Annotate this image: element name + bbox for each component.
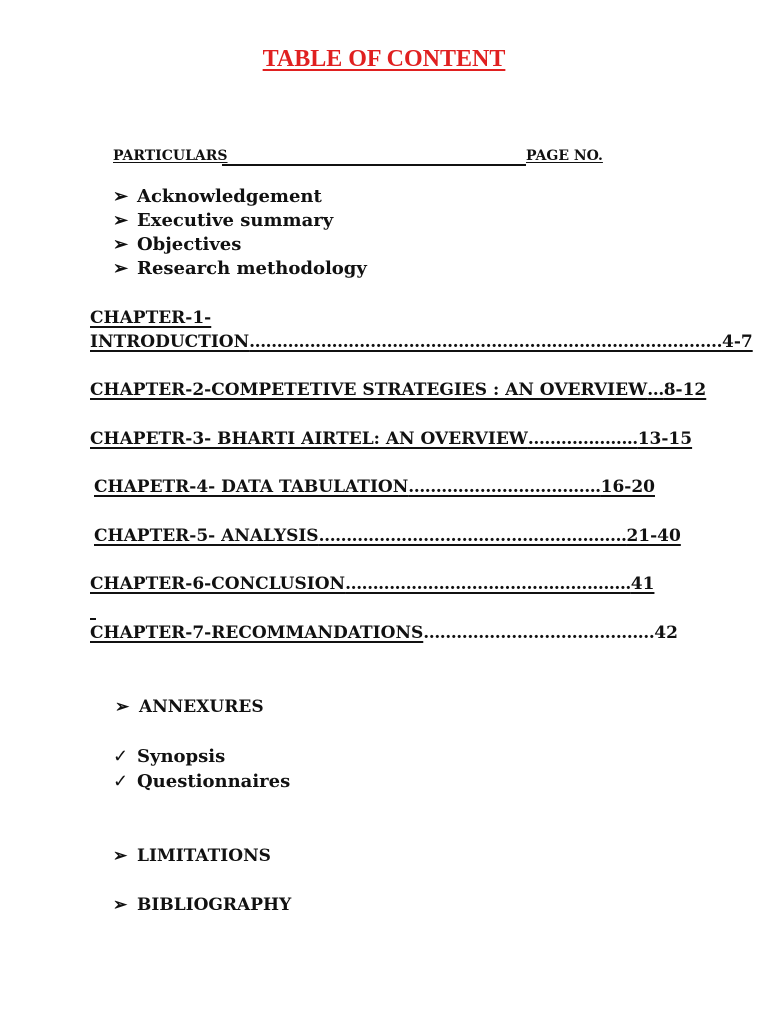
prelim-item-label: Research methodology	[137, 258, 367, 279]
check-icon: ✓	[113, 771, 129, 792]
chapter-5-entry	[94, 526, 681, 546]
chapter-1-prefix	[90, 308, 211, 328]
annexure-item-label: Questionnaires	[137, 771, 291, 792]
header-underline	[222, 164, 526, 166]
chapter-4-entry	[94, 477, 655, 497]
arrow-bullet-icon: ➢	[113, 186, 129, 207]
chapter-label: CHAPTER-5- ANALYSIS	[94, 526, 319, 546]
arrow-bullet-icon: ➢	[113, 258, 129, 279]
leader-dots: …………………………………….………….	[318, 526, 627, 546]
annexures-heading	[115, 697, 264, 717]
prelim-item	[113, 258, 367, 279]
leader-dots: ………………..	[527, 429, 638, 449]
chapter-label: CHAPTER-6-CONCLUSION	[90, 574, 346, 594]
chapter-pages: 4-7	[721, 332, 753, 352]
limitations-label: LIMITATIONS	[137, 846, 271, 866]
annexure-item-label: Synopsis	[137, 746, 226, 767]
chapter-pages: 21-40	[626, 526, 681, 546]
annexures-label: ANNEXURES	[139, 697, 264, 717]
prelim-item	[113, 186, 322, 207]
chapter-pages: 42	[654, 623, 678, 643]
stray-underline	[90, 618, 96, 620]
chapter-label: CHAPETR-4- DATA TABULATION	[94, 477, 409, 497]
chapter-label: INTRODUCTION	[90, 332, 250, 352]
chapter-pages: 8-12	[663, 380, 707, 400]
leader-dots: ……………………………..	[408, 477, 601, 497]
leader-dots: …	[647, 380, 664, 400]
prelim-item-label: Acknowledgement	[137, 186, 322, 207]
chapter-6-entry	[90, 574, 654, 594]
limitations-heading	[113, 846, 271, 866]
chapter-pages: 41	[630, 574, 655, 594]
prelim-item	[113, 210, 333, 231]
chapter-label: CHAPTER-7-RECOMMANDATIONS	[90, 623, 424, 643]
chapter-1-entry	[90, 332, 753, 352]
prelim-item-label: Objectives	[137, 234, 242, 255]
prelim-item-label: Executive summary	[137, 210, 334, 231]
arrow-bullet-icon: ➢	[113, 234, 129, 255]
check-icon: ✓	[113, 746, 129, 767]
prelim-item	[113, 234, 241, 255]
annexure-item	[113, 746, 225, 767]
bibliography-label: BIBLIOGRAPHY	[137, 895, 292, 915]
arrow-bullet-icon: ➢	[113, 895, 128, 915]
page-title: TABLE OF CONTENT	[262, 46, 506, 72]
arrow-bullet-icon: ➢	[113, 210, 129, 231]
arrow-bullet-icon: ➢	[113, 846, 128, 866]
chapter-7-entry	[90, 623, 678, 643]
particulars-header: PARTICULARS	[113, 148, 228, 164]
annexure-item	[113, 771, 290, 792]
bibliography-heading	[113, 895, 291, 915]
page-no-header: PAGE NO.	[526, 148, 603, 164]
arrow-bullet-icon: ➢	[115, 697, 130, 717]
chapter-label: CHAPTER-2-COMPETETIVE STRATEGIES : AN OVERVIEW	[90, 380, 648, 400]
chapter-1-line1: CHAPTER-1-	[90, 308, 212, 328]
chapter-label: CHAPETR-3- BHARTI AIRTEL: AN OVERVIEW	[90, 429, 528, 449]
chapter-2-entry	[90, 380, 706, 400]
chapter-3-entry	[90, 429, 692, 449]
leader-dots: ……………………………………………….…………………….……	[249, 332, 722, 352]
chapter-pages: 13-15	[637, 429, 693, 449]
leader-dots: ……………………………………	[423, 623, 655, 643]
leader-dots: ……………………….………..………….	[345, 574, 631, 594]
chapter-pages: 16-20	[600, 477, 655, 497]
